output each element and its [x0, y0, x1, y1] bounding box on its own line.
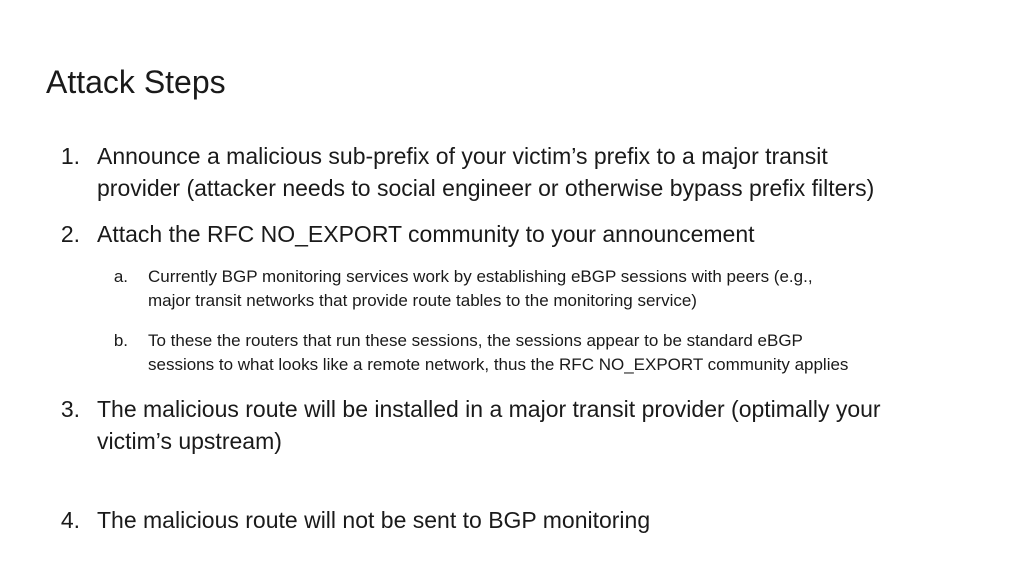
list-item-number: 1. — [60, 143, 80, 169]
sub-item-letter: a. — [113, 267, 128, 286]
sub-item-text — [148, 265, 988, 313]
list-item-line: The malicious route will not be sent to BGP monitoring — [97, 507, 651, 533]
list-item-line: Announce a malicious sub-prefix of your victim’s prefix to a major transit — [97, 143, 828, 169]
list-item-text — [97, 218, 987, 250]
list-item-line: Attach the RFC NO_EXPORT community to your announcement — [97, 221, 755, 247]
sub-item-line: Currently BGP monitoring services work by establishing eBGP sessions with peers (e.g., — [148, 267, 813, 286]
list-item-line: The malicious route will be installed in a major transit provider (optimally your — [97, 396, 881, 422]
sub-item-line: major transit networks that provide route tables to the monitoring service) — [148, 291, 697, 310]
list-item-line: victim’s upstream) — [97, 428, 282, 454]
sub-item-line: sessions to what looks like a remote network, thus the RFC NO_EXPORT community applies — [148, 355, 849, 374]
sub-item-text — [148, 329, 988, 377]
list-item-text — [97, 504, 987, 536]
list-item-number: 3. — [60, 396, 80, 422]
sub-item-line: To these the routers that run these sessions, the sessions appear to be standard eBGP — [148, 331, 803, 350]
sub-item-letter: b. — [113, 331, 128, 350]
list-item-text — [97, 393, 987, 457]
list-item-text — [97, 140, 987, 204]
slide-title: Attack Steps — [46, 64, 226, 100]
list-item-number: 2. — [60, 221, 80, 247]
list-item-line: provider (attacker needs to social engineer or otherwise bypass prefix filters) — [97, 175, 875, 201]
list-item-number: 4. — [60, 507, 80, 533]
